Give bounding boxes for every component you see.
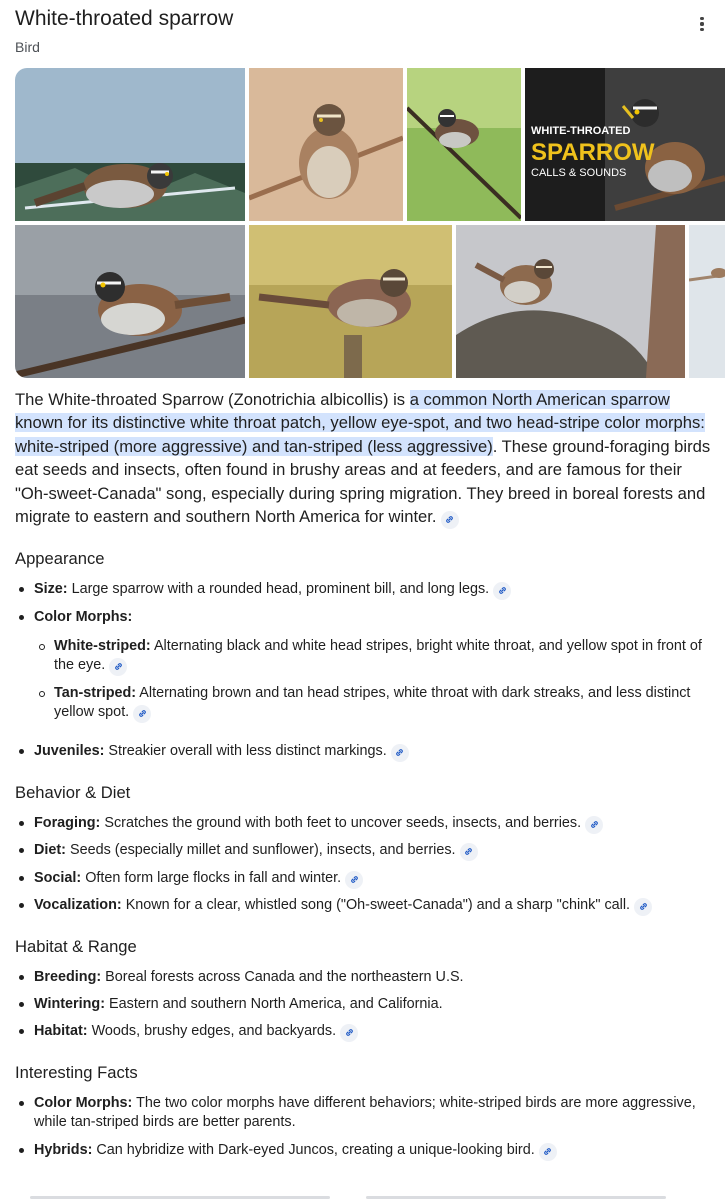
list-item xyxy=(34,814,714,834)
item-label: Social: xyxy=(34,870,82,886)
item-label: Tan-striped: xyxy=(54,685,137,701)
summary-intro: The White-throated Sparrow (Zonotrichia albicollis) is xyxy=(15,390,410,409)
link-icon[interactable] xyxy=(109,658,127,676)
gallery-image-2[interactable] xyxy=(249,68,403,221)
item-text: Alternating brown and tan head stripes, white throat with dark streaks, and less distinct yellow spot. xyxy=(54,685,691,720)
item-text: Large sparrow with a rounded head, prominent bill, and long legs. xyxy=(71,581,490,597)
next-cards-edge xyxy=(0,1190,725,1199)
image-gallery[interactable] xyxy=(15,68,725,378)
list-item xyxy=(34,742,714,762)
item-text: Seeds (especially millet and sunflower), insects, and berries. xyxy=(69,842,456,858)
item-text: Known for a clear, whistled song ("Oh-sweet-Canada") and a sharp "chink" call. xyxy=(125,897,631,913)
gallery-image-1[interactable] xyxy=(15,68,245,221)
list-item xyxy=(34,869,714,889)
item-text: The two color morphs have different behaviors; white-striped birds are more aggressive, while tan-striped birds are better parents. xyxy=(34,1095,696,1130)
entity-subtitle: Bird xyxy=(15,39,40,55)
list-item xyxy=(34,896,714,916)
link-icon[interactable] xyxy=(585,816,603,834)
list-item xyxy=(34,841,714,861)
item-text: Streakier overall with less distinct markings. xyxy=(108,743,387,759)
link-icon[interactable] xyxy=(345,871,363,889)
list-item xyxy=(34,995,714,1014)
item-label: Breeding: xyxy=(34,969,102,985)
thumbnail-title-line3: CALLS & SOUNDS xyxy=(531,167,627,179)
item-label: Wintering: xyxy=(34,996,106,1012)
ai-overview-summary xyxy=(15,388,715,529)
item-label: Diet: xyxy=(34,842,66,858)
link-icon[interactable] xyxy=(391,744,409,762)
summary-highlight[interactable]: a common North American sparrow known for its distinctive white throat patch, yellow eye-spot, and two head-stripe color morphs: white-striped (more aggressive) and tan-striped (less aggressive) xyxy=(15,390,705,456)
item-label: Size: xyxy=(34,581,68,597)
gallery-image-4-thumbnail[interactable] xyxy=(525,68,725,221)
item-label: Habitat: xyxy=(34,1023,88,1039)
list-item xyxy=(34,1141,714,1161)
list-item xyxy=(34,580,714,600)
list-item xyxy=(54,684,714,723)
gallery-image-5[interactable] xyxy=(15,225,245,378)
list-item xyxy=(34,608,714,627)
item-text: Woods, brushy edges, and backyards. xyxy=(91,1023,337,1039)
summary-rest: . These ground-foraging birds eat seeds and insects, often found in brushy areas and at feeders, and are famous for their "Oh-sweet-Canada" song, especially during spring migration. They breed in boreal forests and migrate to eastern and southern North America for winter. xyxy=(15,436,711,527)
item-label: Hybrids: xyxy=(34,1142,93,1158)
more-options-icon[interactable] xyxy=(692,14,712,34)
item-label: Vocalization: xyxy=(34,897,122,913)
item-label: Juveniles: xyxy=(34,743,105,759)
list-item xyxy=(34,1094,714,1132)
section-heading-habitat-range: Habitat & Range xyxy=(15,937,137,956)
item-text: Alternating black and white head stripes, bright white throat, and yellow spot in front of the eye. xyxy=(54,638,702,673)
gallery-image-3[interactable] xyxy=(407,68,521,221)
gallery-image-7[interactable] xyxy=(456,225,685,378)
link-icon[interactable] xyxy=(340,1024,358,1042)
item-text: Scratches the ground with both feet to uncover seeds, insects, and berries. xyxy=(104,815,582,831)
item-text: Can hybridize with Dark-eyed Juncos, creating a unique-looking bird. xyxy=(96,1142,535,1158)
section-heading-appearance: Appearance xyxy=(15,549,105,568)
list-item xyxy=(34,968,714,987)
link-icon[interactable] xyxy=(460,843,478,861)
gallery-image-8[interactable] xyxy=(689,225,725,378)
item-label: Foraging: xyxy=(34,815,101,831)
item-label: White-striped: xyxy=(54,638,151,654)
section-heading-behavior-diet: Behavior & Diet xyxy=(15,783,131,802)
item-text: Boreal forests across Canada and the northeastern U.S. xyxy=(105,969,464,985)
item-label: Color Morphs: xyxy=(34,1095,133,1111)
item-text: Often form large flocks in fall and winter. xyxy=(85,870,342,886)
link-icon[interactable] xyxy=(493,582,511,600)
list-item xyxy=(34,1022,714,1042)
thumbnail-title-line2: SPARROW xyxy=(531,139,655,166)
item-label: Color Morphs: xyxy=(34,609,133,625)
thumbnail-title-line1: WHITE-THROATED xyxy=(531,125,631,137)
link-icon[interactable] xyxy=(539,1143,557,1161)
list-item xyxy=(54,637,714,676)
link-icon[interactable] xyxy=(634,898,652,916)
entity-title: White-throated sparrow xyxy=(15,7,234,30)
link-icon[interactable] xyxy=(441,511,459,529)
link-icon[interactable] xyxy=(133,705,151,723)
item-text: Eastern and southern North America, and California. xyxy=(109,996,443,1012)
gallery-image-6[interactable] xyxy=(249,225,452,378)
section-heading-interesting-facts: Interesting Facts xyxy=(15,1063,138,1082)
